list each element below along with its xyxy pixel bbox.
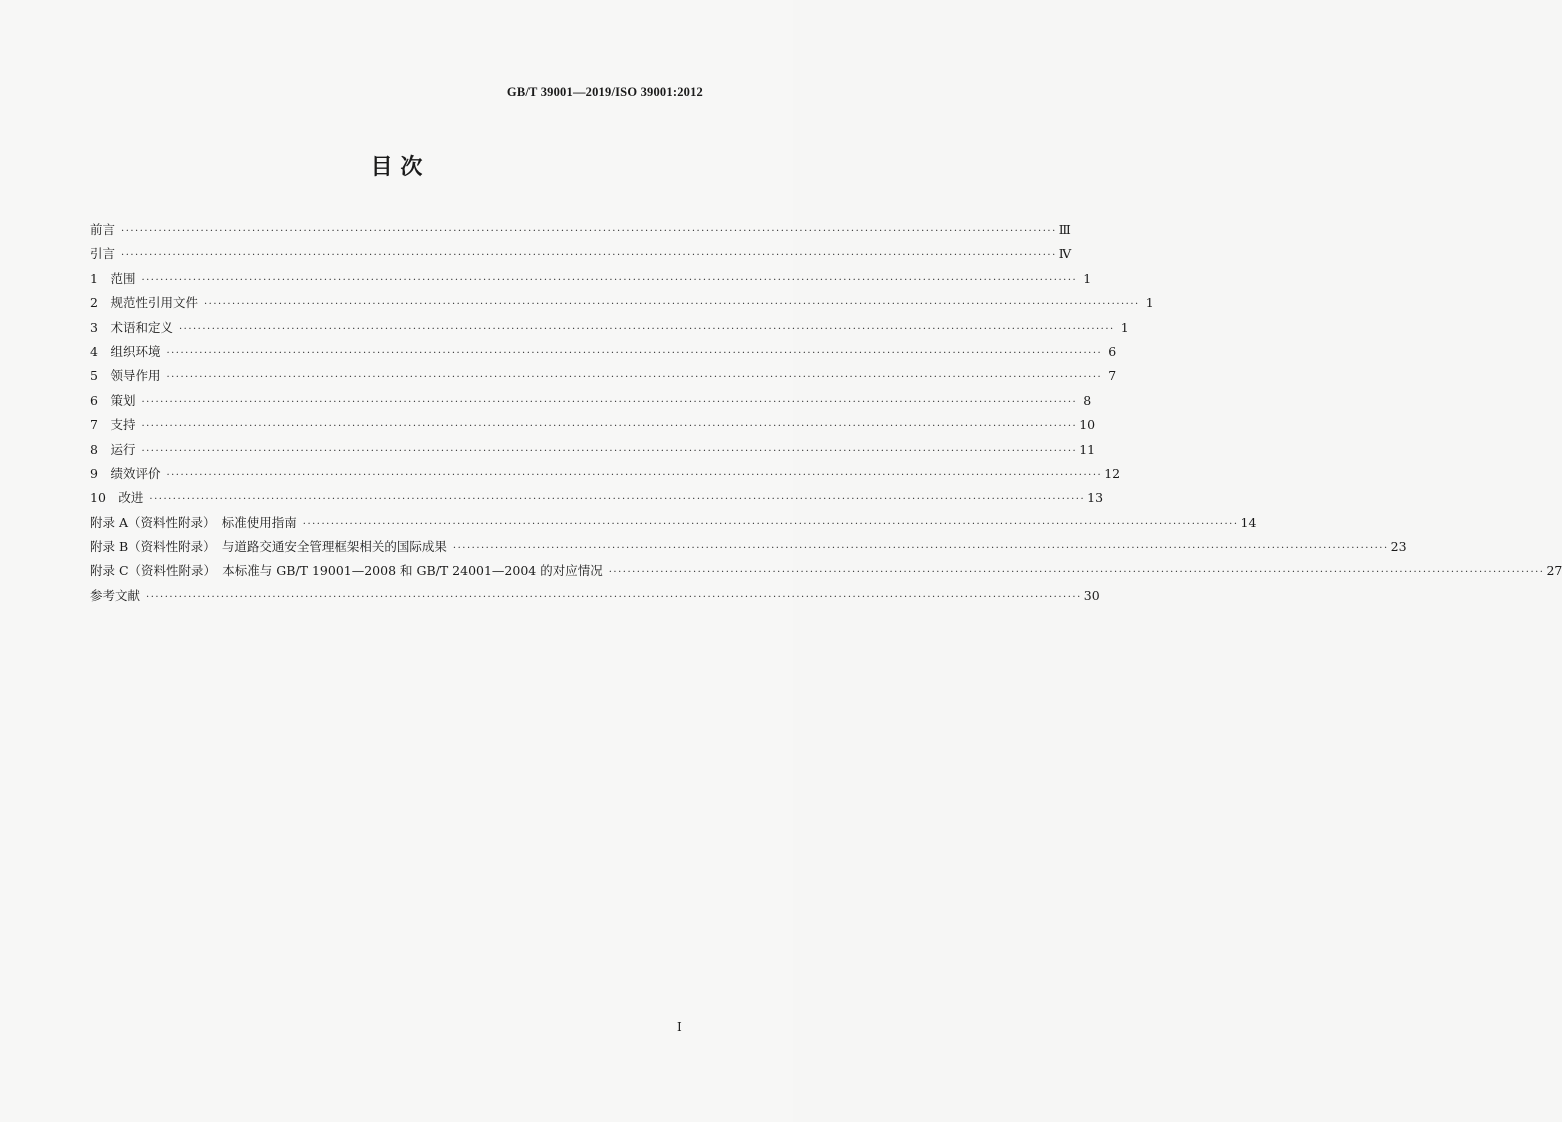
toc-entry[interactable]: [90, 438, 1096, 462]
toc-entry-page: 11: [1079, 441, 1096, 457]
dot-leader: ········································································································································································································: [166, 469, 1103, 481]
dot-leader: ········································································································································································································: [141, 445, 1078, 457]
toc-entry-page: 13: [1087, 490, 1104, 506]
dot-leader: ········································································································································································································: [302, 518, 1239, 530]
toc-entry[interactable]: [90, 389, 1092, 413]
dot-leader: ········································································································································································································: [149, 494, 1086, 506]
toc-entry-page: 14: [1240, 514, 1257, 530]
toc-entry[interactable]: [90, 267, 1092, 291]
dot-leader: ········································································································································································································: [141, 421, 1078, 433]
toc-entry-label: 前言: [90, 222, 116, 237]
toc-entry-label: 6 策划: [90, 392, 136, 408]
dot-leader: ········································································································································································································: [608, 567, 1545, 579]
toc-entry[interactable]: [90, 584, 1100, 608]
toc-entry-page: Ⅳ: [1058, 246, 1072, 262]
dot-leader: ········································································································································································································: [121, 250, 1057, 262]
toc-entry-label: 7 支持: [90, 417, 136, 433]
toc-entry-page: 7: [1108, 368, 1117, 384]
dot-leader: ········································································································································································································: [203, 299, 1140, 311]
toc-entry[interactable]: [90, 413, 1096, 437]
toc-entry-label: 8 运行: [90, 441, 136, 457]
toc-entry[interactable]: [90, 364, 1117, 388]
table-of-contents: [90, 218, 1562, 608]
dot-leader: ········································································································································································································: [146, 591, 1082, 603]
toc-entry-page: 12: [1104, 465, 1121, 481]
dot-leader: ········································································································································································································: [452, 543, 1389, 555]
toc-entry[interactable]: [90, 462, 1121, 486]
toc-entry-page: Ⅲ: [1058, 222, 1071, 237]
page-title: 目 次: [370, 155, 423, 180]
dot-leader: ········································································································································································································: [121, 226, 1057, 237]
toc-entry-label: 1 范围: [90, 270, 136, 286]
dot-leader: ········································································································································································································: [166, 347, 1103, 359]
toc-entry-label: 参考文献: [90, 587, 141, 603]
toc-entry-page: 23: [1390, 539, 1407, 555]
page-number: I: [677, 1020, 682, 1034]
toc-entry-page: 27: [1546, 563, 1562, 579]
toc-entry[interactable]: [90, 511, 1257, 535]
toc-entry-label: 附录 B（资料性附录） 与道路交通安全管理框架相关的国际成果: [90, 539, 447, 555]
toc-entry[interactable]: [90, 316, 1129, 340]
toc-entry[interactable]: [90, 242, 1072, 266]
toc-entry-page: 1: [1083, 270, 1092, 286]
toc-entry[interactable]: [90, 559, 1562, 583]
toc-entry[interactable]: [90, 535, 1407, 559]
toc-entry-page: 30: [1083, 587, 1100, 603]
toc-entry-label: 4 组织环境: [90, 343, 161, 359]
toc-entry-page: 10: [1079, 417, 1096, 433]
toc-entry-page: 6: [1108, 343, 1117, 359]
toc-entry-label: 引言: [90, 246, 116, 262]
toc-entry[interactable]: [90, 340, 1117, 364]
toc-entry-label: 10 改进: [90, 490, 144, 506]
toc-entry[interactable]: [90, 486, 1104, 510]
toc-entry-label: 5 领导作用: [90, 368, 161, 384]
toc-entry[interactable]: [90, 291, 1154, 315]
toc-entry-page: 1: [1145, 295, 1154, 311]
dot-leader: ········································································································································································································: [178, 323, 1115, 335]
toc-entry-label: 附录 C（资料性附录） 本标准与 GB/T 19001—2008 和 GB/T 24001—2004 的对应情况: [90, 563, 603, 579]
toc-entry-label: 2 规范性引用文件: [90, 295, 198, 311]
toc-entry[interactable]: [90, 218, 1071, 242]
toc-entry-page: 1: [1120, 319, 1129, 335]
dot-leader: ········································································································································································································: [141, 396, 1078, 408]
toc-entry-label: 3 术语和定义: [90, 319, 173, 335]
dot-leader: ········································································································································································································: [166, 372, 1103, 384]
dot-leader: ········································································································································································································: [141, 274, 1078, 286]
toc-entry-page: 8: [1083, 392, 1092, 408]
standard-code: GB/T 39001—2019/ISO 39001:2012: [506, 85, 703, 99]
toc-entry-label: 9 绩效评价: [90, 465, 161, 481]
toc-entry-label: 附录 A（资料性附录） 标准使用指南: [90, 514, 297, 530]
